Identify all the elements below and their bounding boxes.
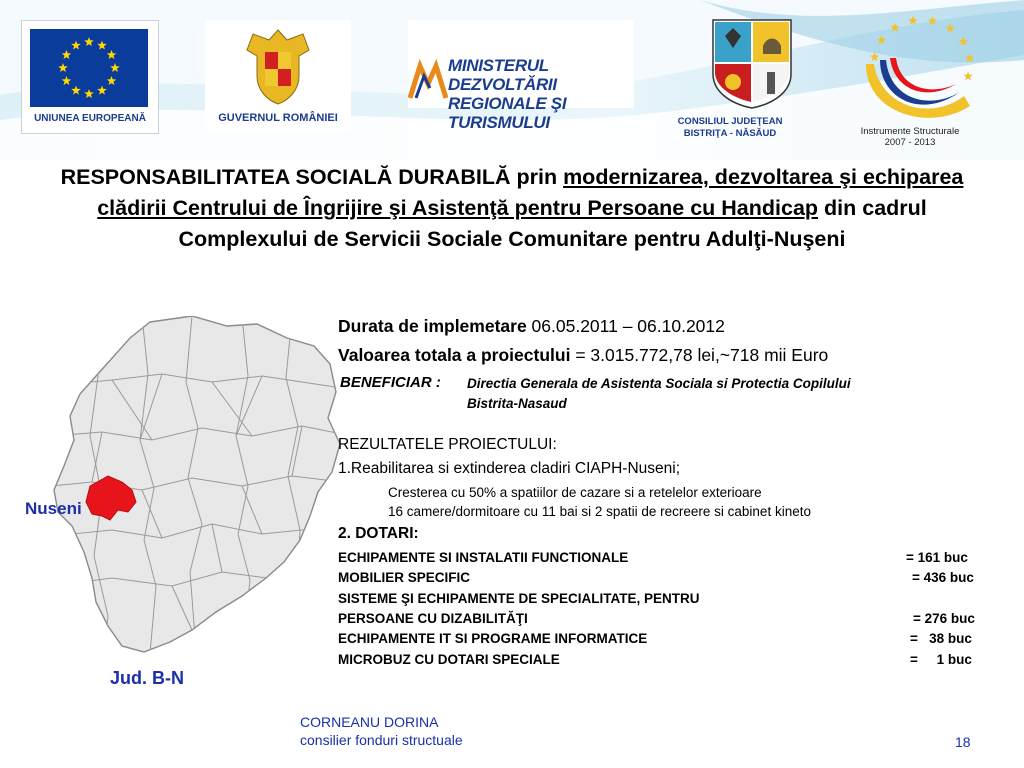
- government-logo: [205, 20, 351, 132]
- eu-logo: [21, 20, 159, 134]
- title-part2-underlined: modernizarea, dezvoltarea şi echiparea clădirii Centrului de Îngrijire şi Asistenţă pentru Persoane cu Handicap: [97, 165, 964, 220]
- structural-instruments-caption: [850, 126, 970, 148]
- dotari-row-label: PERSOANE CU DIZABILITĂŢI: [338, 611, 528, 626]
- beneficiar-line1: Directia Generala de Asistenta Sociala si Protectia Copilului: [467, 376, 851, 391]
- beneficiar-line2: Bistrita-Nasaud: [467, 396, 567, 411]
- value-label: Valoarea totala a proiectului: [338, 345, 571, 365]
- value-suffix: ,~718 mii Euro: [714, 345, 829, 365]
- dotari-row-value: = 161 buc: [906, 550, 968, 565]
- is-star-icon: [870, 52, 880, 61]
- dotari-row-label: SISTEME ŞI ECHIPAMENTE DE SPECIALITATE, PENTRU: [338, 591, 700, 606]
- ministry-name-line2: REGIONALE ŞI TURISMULUI: [448, 94, 567, 132]
- county-council-shield-icon: [711, 18, 793, 110]
- dotari-row-label: MOBILIER SPECIFIC: [338, 570, 471, 585]
- is-star-icon: [963, 71, 973, 80]
- county-caption-line1: CONSILIUL JUDEŢEAN: [677, 116, 783, 127]
- coat-of-arms-icon: [243, 26, 313, 106]
- is-star-icon: [877, 35, 887, 44]
- author-name: CORNEANU DORINA: [300, 714, 439, 730]
- dotari-row-value: = 436 buc: [912, 570, 974, 585]
- is-caption-line2: 2007 - 2013: [884, 137, 936, 148]
- government-caption: GUVERNUL ROMÂNIEI: [218, 112, 338, 124]
- is-star-icon: [946, 23, 956, 32]
- dotari-row-value: = 38 buc: [910, 631, 972, 646]
- ministry-emblem-icon: [408, 58, 448, 102]
- is-star-icon: [965, 54, 975, 63]
- dotari-row-value: = 1 buc: [910, 652, 972, 667]
- title-part1: RESPONSABILITATEA SOCIALĂ DURABILĂ prin: [60, 165, 564, 189]
- results-item1-sub1: Cresterea cu 50% a spatiilor de cazare si a retelelor exterioare: [388, 485, 762, 500]
- ministry-logo: [408, 20, 634, 132]
- eu-caption: UNIUNEA EUROPEANĂ: [34, 113, 146, 124]
- county-label: Jud. B-N: [110, 668, 184, 688]
- page-number: 18: [955, 734, 971, 750]
- county-map: [52, 316, 342, 676]
- slide-title: [30, 162, 994, 255]
- is-star-icon: [908, 16, 918, 25]
- county-council-caption: [660, 116, 800, 140]
- value-value: = 3.015.772,78 lei: [570, 345, 715, 365]
- nuseni-label: Nuseni: [25, 499, 82, 518]
- dotari-row-value: = 276 buc: [913, 611, 975, 626]
- dotari-row-label: ECHIPAMENTE IT SI PROGRAME INFORMATICE: [338, 631, 648, 646]
- value-line: [338, 345, 828, 366]
- is-star-icon: [959, 37, 969, 46]
- dotari-row-label: MICROBUZ CU DOTARI SPECIALE: [338, 652, 560, 667]
- county-caption-line2: BISTRIŢA - NĂSĂUD: [683, 128, 777, 139]
- footer-author: [300, 713, 463, 749]
- duration-line: [338, 316, 725, 337]
- duration-label: Durata de implemetare: [338, 316, 527, 336]
- beneficiar-label: BENEFICIAR :: [340, 374, 441, 391]
- duration-value: 06.05.2011 – 06.10.2012: [526, 316, 725, 336]
- ministry-name-line1: MINISTERUL DEZVOLTĂRII: [448, 56, 557, 94]
- title-part3: din cadrul Complexului de Servicii Sociale Comunitare pentru Adulţi-Nuşeni: [178, 196, 927, 251]
- results-item1: 1.Reabilitarea si extinderea cladiri CIAPH-Nuseni;: [338, 460, 681, 477]
- structural-instruments-logo-icon: [860, 10, 976, 128]
- is-star-icon: [928, 16, 938, 25]
- eu-flag-icon: [30, 29, 148, 107]
- results-heading: REZULTATELE PROIECTULUI:: [338, 436, 557, 453]
- is-star-icon: [890, 23, 900, 32]
- is-caption-line1: Instrumente Structurale: [860, 126, 960, 137]
- results-item2: 2. DOTARI:: [338, 525, 419, 542]
- dotari-row-label: ECHIPAMENTE SI INSTALATII FUNCTIONALE: [338, 550, 629, 565]
- author-role: consilier fonduri structuale: [300, 732, 463, 748]
- results-item1-sub2: 16 camere/dormitoare cu 11 bai si 2 spatii de recreere si cabinet kineto: [388, 504, 811, 519]
